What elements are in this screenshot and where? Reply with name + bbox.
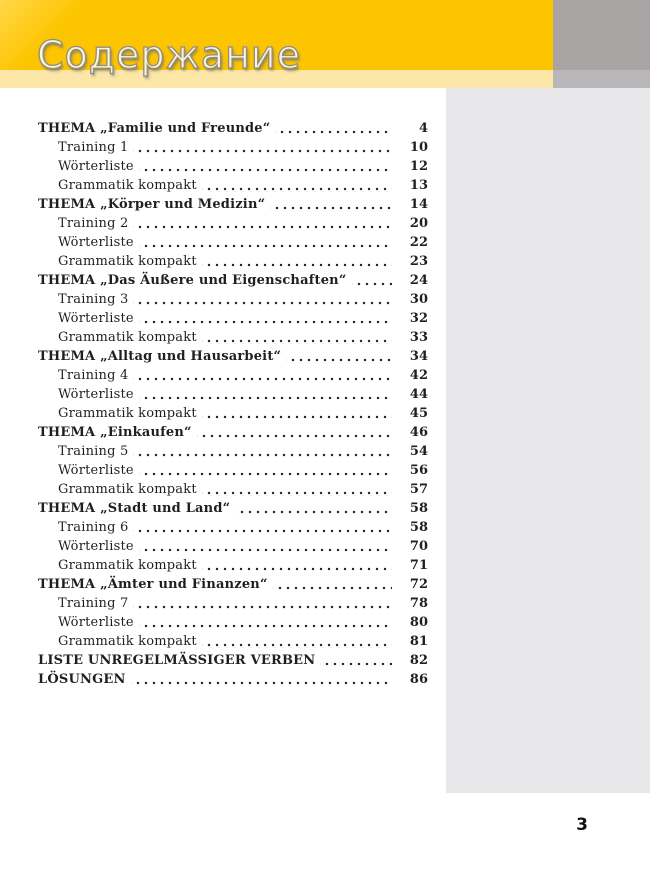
dot-leader bbox=[139, 157, 392, 176]
table-of-contents bbox=[38, 119, 428, 689]
toc-entry-page: 86 bbox=[409, 672, 428, 687]
dot-leader bbox=[133, 518, 392, 537]
toc-entry-label: THEMA „Ämter und Finanzen“ bbox=[38, 577, 268, 592]
toc-row bbox=[38, 651, 428, 670]
toc-row bbox=[38, 499, 428, 518]
toc-entry-label: THEMA „Familie und Freunde“ bbox=[38, 121, 271, 136]
toc-entry-page: 42 bbox=[409, 368, 428, 383]
toc-entry-label: Grammatik kompakt bbox=[58, 558, 197, 573]
toc-row bbox=[38, 556, 428, 575]
dot-leader bbox=[202, 328, 392, 347]
toc-row bbox=[38, 214, 428, 233]
toc-entry-label: Training 6 bbox=[58, 520, 129, 535]
toc-entry-page: 10 bbox=[409, 140, 428, 155]
toc-entry-label: Wörterliste bbox=[58, 387, 134, 402]
toc-row bbox=[38, 594, 428, 613]
dot-leader bbox=[139, 385, 392, 404]
toc-entry-label: Training 4 bbox=[58, 368, 129, 383]
dot-leader bbox=[139, 613, 392, 632]
toc-entry-label: LÖSUNGEN bbox=[38, 672, 126, 687]
toc-entry-label: Wörterliste bbox=[58, 539, 134, 554]
toc-entry-label: Grammatik kompakt bbox=[58, 482, 197, 497]
page-number: 3 bbox=[576, 815, 588, 835]
toc-entry-label: Wörterliste bbox=[58, 159, 134, 174]
corner-gray-strip bbox=[553, 70, 650, 88]
dot-leader bbox=[139, 233, 392, 252]
toc-row bbox=[38, 442, 428, 461]
toc-entry-page: 56 bbox=[409, 463, 428, 478]
toc-entry-page: 72 bbox=[409, 577, 428, 592]
toc-entry-label: Grammatik kompakt bbox=[58, 254, 197, 269]
corner-gray-block bbox=[553, 0, 650, 70]
dot-leader bbox=[133, 442, 392, 461]
dot-leader bbox=[270, 195, 392, 214]
toc-entry-page: 32 bbox=[409, 311, 428, 326]
toc-entry-page: 20 bbox=[409, 216, 428, 231]
toc-row bbox=[38, 461, 428, 480]
toc-row bbox=[38, 309, 428, 328]
toc-entry-page: 12 bbox=[409, 159, 428, 174]
toc-row bbox=[38, 328, 428, 347]
dot-leader bbox=[133, 366, 392, 385]
toc-entry-page: 58 bbox=[409, 520, 428, 535]
toc-entry-label: THEMA „Körper und Medizin“ bbox=[38, 197, 266, 212]
toc-entry-page: 33 bbox=[409, 330, 428, 345]
toc-entry-label: THEMA „Einkaufen“ bbox=[38, 425, 192, 440]
dot-leader bbox=[202, 480, 392, 499]
dot-leader bbox=[202, 556, 392, 575]
page-title: Содержание bbox=[37, 33, 301, 77]
dot-leader bbox=[133, 138, 392, 157]
toc-row bbox=[38, 518, 428, 537]
dot-leader bbox=[202, 176, 392, 195]
toc-entry-page: 80 bbox=[409, 615, 428, 630]
toc-entry-label: Wörterliste bbox=[58, 235, 134, 250]
toc-entry-page: 4 bbox=[418, 121, 428, 136]
toc-entry-label: THEMA „Das Äußere und Eigenschaften“ bbox=[38, 273, 347, 288]
dot-leader bbox=[273, 575, 392, 594]
right-margin-column bbox=[446, 88, 650, 793]
toc-entry-label: Grammatik kompakt bbox=[58, 178, 197, 193]
dot-leader bbox=[320, 651, 392, 670]
dot-leader bbox=[286, 347, 392, 366]
toc-entry-label: Grammatik kompakt bbox=[58, 406, 197, 421]
toc-entry-page: 30 bbox=[409, 292, 428, 307]
dot-leader bbox=[202, 632, 392, 651]
toc-entry-page: 14 bbox=[409, 197, 428, 212]
toc-row bbox=[38, 195, 428, 214]
toc-entry-label: Grammatik kompakt bbox=[58, 634, 197, 649]
toc-entry-label: Training 7 bbox=[58, 596, 129, 611]
toc-entry-page: 23 bbox=[409, 254, 428, 269]
toc-entry-page: 34 bbox=[409, 349, 428, 364]
toc-row bbox=[38, 366, 428, 385]
dot-leader bbox=[131, 670, 392, 689]
toc-row bbox=[38, 575, 428, 594]
toc-row bbox=[38, 404, 428, 423]
toc-row bbox=[38, 233, 428, 252]
toc-row bbox=[38, 632, 428, 651]
dot-leader bbox=[139, 537, 392, 556]
toc-row bbox=[38, 119, 428, 138]
toc-row bbox=[38, 252, 428, 271]
toc-entry-page: 13 bbox=[409, 178, 428, 193]
toc-entry-label: Wörterliste bbox=[58, 615, 134, 630]
dot-leader bbox=[202, 252, 392, 271]
toc-entry-label: Training 1 bbox=[58, 140, 129, 155]
toc-entry-label: Training 5 bbox=[58, 444, 129, 459]
dot-leader bbox=[133, 594, 392, 613]
toc-row bbox=[38, 176, 428, 195]
toc-entry-page: 57 bbox=[409, 482, 428, 497]
toc-row bbox=[38, 537, 428, 556]
dot-leader bbox=[202, 404, 392, 423]
toc-row bbox=[38, 423, 428, 442]
toc-entry-page: 22 bbox=[409, 235, 428, 250]
toc-entry-page: 24 bbox=[409, 273, 428, 288]
dot-leader bbox=[352, 271, 392, 290]
toc-row bbox=[38, 347, 428, 366]
dot-leader bbox=[133, 290, 392, 309]
toc-row bbox=[38, 271, 428, 290]
toc-entry-page: 81 bbox=[409, 634, 428, 649]
toc-row bbox=[38, 385, 428, 404]
toc-row bbox=[38, 138, 428, 157]
toc-entry-label: Wörterliste bbox=[58, 463, 134, 478]
toc-entry-page: 46 bbox=[409, 425, 428, 440]
toc-entry-page: 54 bbox=[409, 444, 428, 459]
toc-entry-label: Wörterliste bbox=[58, 311, 134, 326]
dot-leader bbox=[139, 309, 392, 328]
toc-row bbox=[38, 613, 428, 632]
toc-entry-page: 44 bbox=[409, 387, 428, 402]
dot-leader bbox=[235, 499, 392, 518]
toc-entry-label: Training 3 bbox=[58, 292, 129, 307]
toc-entry-label: LISTE UNREGELMÄSSIGER VERBEN bbox=[38, 653, 316, 668]
dot-leader bbox=[133, 214, 392, 233]
toc-row bbox=[38, 290, 428, 309]
toc-entry-page: 70 bbox=[409, 539, 428, 554]
toc-entry-page: 58 bbox=[409, 501, 428, 516]
toc-entry-page: 71 bbox=[409, 558, 428, 573]
toc-entry-label: Grammatik kompakt bbox=[58, 330, 197, 345]
dot-leader bbox=[275, 119, 392, 138]
toc-entry-page: 78 bbox=[409, 596, 428, 611]
toc-entry-label: THEMA „Stadt und Land“ bbox=[38, 501, 231, 516]
toc-entry-page: 45 bbox=[409, 406, 428, 421]
toc-entry-page: 82 bbox=[409, 653, 428, 668]
toc-row bbox=[38, 157, 428, 176]
toc-entry-label: Training 2 bbox=[58, 216, 129, 231]
dot-leader bbox=[197, 423, 392, 442]
toc-entry-label: THEMA „Alltag und Hausarbeit“ bbox=[38, 349, 282, 364]
toc-row bbox=[38, 670, 428, 689]
dot-leader bbox=[139, 461, 392, 480]
toc-row bbox=[38, 480, 428, 499]
